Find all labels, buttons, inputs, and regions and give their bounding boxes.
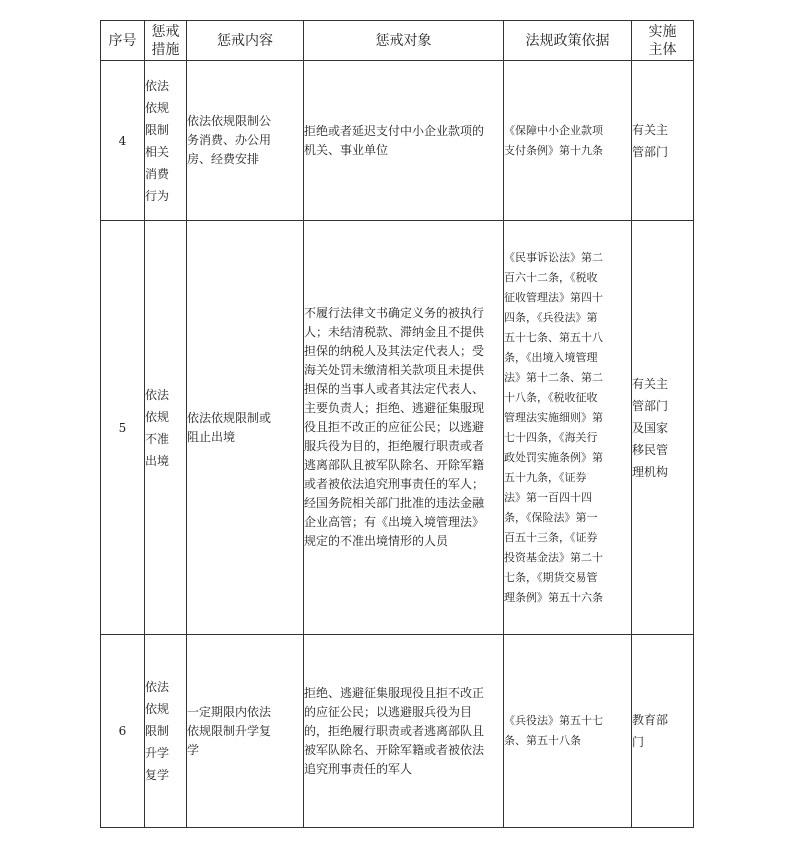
target-cell: 拒绝、逃避征集服现役且拒不改正 的应征公民；以逃避服兵役为目 的，拒绝履行职责或者逃离部队且 被军队除名、开除军籍或者被依法 追究刑事责任的军人: [304, 635, 504, 828]
org-cell: 有关主 管部门 及国家 移民管 理机构: [632, 221, 694, 635]
header-target: 惩戒对象: [304, 21, 504, 61]
header-measure: 惩戒 措施: [145, 21, 187, 61]
content-cell: 一定期限内依法 依规限制升学复 学: [187, 635, 304, 828]
basis-cell: 《兵役法》第五十七 条、第五十八条: [504, 635, 632, 828]
row-number: 4: [101, 61, 145, 221]
row-number: 6: [101, 635, 145, 828]
content-cell: 依法依规限制或 阻止出境: [187, 221, 304, 635]
table-row: [101, 61, 694, 221]
header-row: [101, 21, 694, 61]
measure-cell: 依法 依规 限制 相关 消费 行为: [145, 61, 187, 221]
header-no: 序号: [101, 21, 145, 61]
row-number: 5: [101, 221, 145, 635]
target-cell: 不履行法律文书确定义务的被执行 人；未结清税款、滞纳金且不提供 担保的纳税人及其法定代表人；受 海关处罚未缴清相关款项且未提供 担保的当事人或者其法定代表人、 主要负责人；拒绝、逃避征集服现 役且拒不改正的应征公民；以逃避 服兵役为目的，拒绝履行职责或者 逃离部队且被军队除名、开除军籍 或者被依法追究刑事责任的军人； 经国务院相关部门批准的违法金融 企业高管；有《出境入境管理法》 规定的不准出境情形的人员: [304, 221, 504, 635]
header-org: 实施 主体: [632, 21, 694, 61]
basis-cell: 《民事诉讼法》第二 百六十二条，《税收 征收管理法》第四十 四条，《兵役法》第 五十七条、第五十八 条，《出境入境管理 法》第十二条、第二 十八条，《税收征收 管理法实施细则》第 七十四条，《海关行 政处罚实施条例》第 五十九条，《证券 法》第一百四十四 条，《保险法》第一 百五十三条，《证券 投资基金法》第二十 七条，《期货交易管 理条例》第五十六条: [504, 221, 632, 635]
basis-cell: 《保障中小企业款项 支付条例》第十九条: [504, 61, 632, 221]
target-cell: 拒绝或者延迟支付中小企业款项的 机关、事业单位: [304, 61, 504, 221]
measure-cell: 依法 依规 限制 升学 复学: [145, 635, 187, 828]
org-cell: 有关主 管部门: [632, 61, 694, 221]
measures-table: [100, 20, 694, 828]
content-cell: 依法依规限制公 务消费、办公用 房、经费安排: [187, 61, 304, 221]
table-row: [101, 635, 694, 828]
table-row: [101, 221, 694, 635]
header-content: 惩戒内容: [187, 21, 304, 61]
org-cell: 教育部 门: [632, 635, 694, 828]
measure-cell: 依法 依规 不准 出境: [145, 221, 187, 635]
header-basis: 法规政策依据: [504, 21, 632, 61]
